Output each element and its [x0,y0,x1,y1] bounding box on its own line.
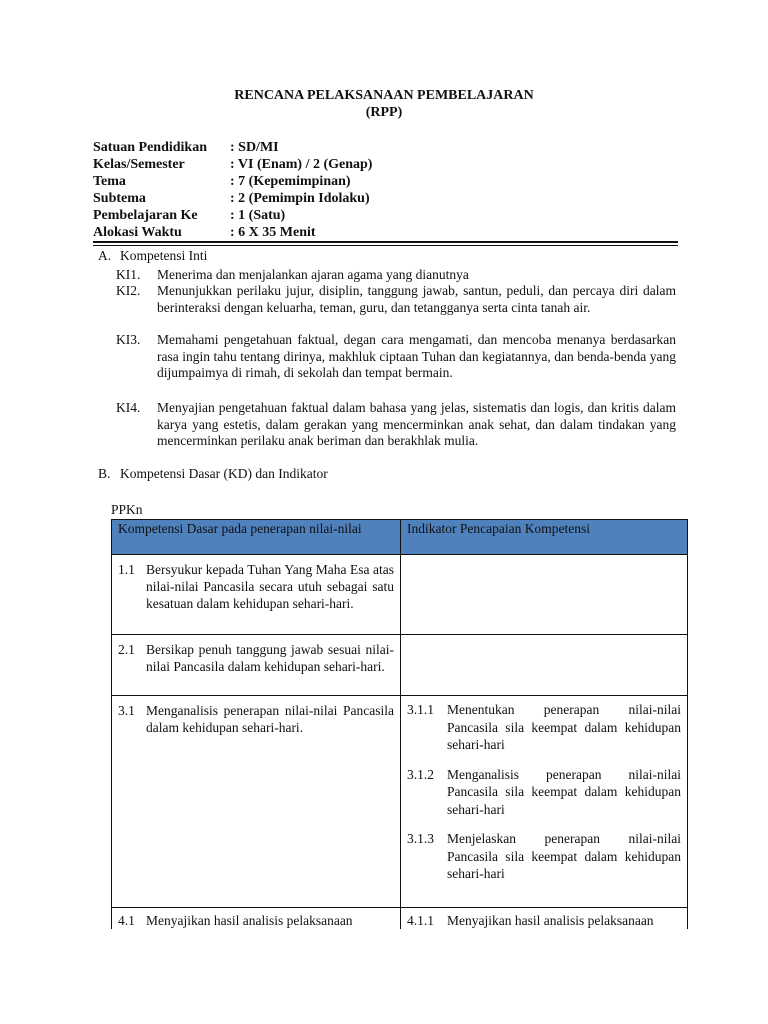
ki-text: Menerima dan menjalankan ajaran agama yang dianutnya [157,267,469,282]
kd-cell [112,555,401,635]
section-heading-a [98,248,207,264]
ki-code: KI2. [116,283,141,298]
ki-text: Memahami pengetahuan faktual, degan cara mengamati, dan mencoba menanya berdasarkan rasa ingin tahu tentang dirinya, makhluk ciptaan Tuhan dan kegiatannya, dan benda-benda yang dijumpaimya di rimah, di sekolah dan tempat bermain. [157,332,676,380]
table-header-indicator: Indikator Pencapaian Kompetensi [401,520,688,555]
meta-value: : 6 X 35 Menit [230,225,316,240]
table-row [112,555,688,635]
indicator-cell [401,696,688,908]
indicator-item [407,766,681,819]
indicator-item [407,912,681,929]
kd-item [118,641,394,675]
ki-code: KI1. [116,267,141,282]
meta-label: Satuan Pendidikan [93,140,207,155]
table-header-kd: Kompetensi Dasar pada penerapan nilai-nilai [112,520,401,555]
kd-text: Bersyukur kepada Tuhan Yang Maha Esa atas nilai-nilai Pancasila secara utuh sebagai satu kesatuan dalam kehidupan sehari-hari. [146,562,394,611]
meta-row [93,224,678,241]
kd-indicator-table-wrapper [111,519,688,929]
indicator-number: 4.1.1 [407,913,434,928]
section-title: Kompetensi Inti [120,248,208,263]
section-heading-b [98,466,328,482]
meta-label: Alokasi Waktu [93,225,182,240]
kd-indicator-table [111,519,688,929]
kd-cell [112,908,401,930]
meta-label: Kelas/Semester [93,157,185,172]
section-number: B. [98,466,111,481]
indicator-text: Menentukan penerapan nilai-nilai Pancasila sila keempat dalam kehidupan sehari-hari [447,702,681,752]
header-divider-thick [93,241,678,243]
indicator-item [407,701,681,754]
kd-number: 4.1 [118,913,135,928]
ki-text: Menunjukkan perilaku jujur, disiplin, tanggung jawab, santun, peduli, dan percaya diri dalam berinteraksi dengan keluarha, teman, guru, dan tetangganya serta cinta tanah air. [157,283,676,315]
kd-number: 2.1 [118,642,135,657]
identity-block [93,139,678,241]
document-title: RENCANA PELAKSANAAN PEMBELAJARAN [234,88,534,103]
meta-label: Tema [93,174,126,189]
indicator-item [407,830,681,883]
meta-value: : 7 (Kepemimpinan) [230,174,351,189]
indicator-number: 3.1.3 [407,831,434,846]
meta-value: : 1 (Satu) [230,208,286,223]
section-title: Kompetensi Dasar (KD) dan Indikator [120,466,328,481]
kd-text: Menganalisis penerapan nilai-nilai Pancasila dalam kehidupan sehari-hari. [146,703,394,735]
meta-row [93,156,678,173]
meta-row [93,207,678,224]
meta-row [93,190,678,207]
document-subtitle: (RPP) [365,105,403,120]
meta-label: Pembelajaran Ke [93,208,198,223]
table-row [112,635,688,696]
kd-item [118,912,394,929]
indicator-number: 3.1.1 [407,702,434,717]
kd-cell [112,696,401,908]
indicator-cell [401,908,688,930]
indicator-text: Menjelaskan penerapan nilai-nilai Pancasila sila keempat dalam kehidupan sehari-hari [447,831,681,881]
indicator-text: Menganalisis penerapan nilai-nilai Pancasila sila keempat dalam kehidupan sehari-hari [447,766,681,817]
meta-value: : VI (Enam) / 2 (Genap) [230,157,373,172]
kd-cell [112,635,401,696]
meta-label: Subtema [93,191,146,206]
header-divider-thin [93,245,678,246]
section-number: A. [98,248,112,263]
kd-text: Menyajikan hasil analisis pelaksanaan [146,913,353,928]
table-row [112,908,688,930]
indicator-cell [401,635,688,696]
kd-number: 3.1 [118,703,135,718]
meta-value: : SD/MI [230,140,279,155]
ki-text: Menyajian pengetahuan faktual dalam bahasa yang jelas, sistematis dan logis, dan kritis dalam karya yang estetis, dalam gerakan yang mencerminkan anak sehat, dan dalam tindakan yang mencerminkan perilaku anak beriman dan berakhlak mulia. [157,400,676,448]
table-header-row [112,520,688,555]
ki-code: KI3. [116,332,141,347]
subject-label: PPKn [111,502,143,517]
meta-value: : 2 (Pemimpin Idolaku) [230,191,370,206]
table-row [112,696,688,908]
indicator-number: 3.1.2 [407,766,434,782]
meta-row [93,173,678,190]
ki-code: KI4. [116,400,141,415]
meta-row [93,139,678,156]
kd-text: Bersikap penuh tanggung jawab sesuai nilai-nilai Pancasila dalam kehidupan sehari-hari. [146,642,394,674]
indicator-text: Menyajikan hasil analisis pelaksanaan [447,913,654,928]
kd-item [118,561,394,612]
kd-item [118,702,394,736]
indicator-cell [401,555,688,635]
kd-number: 1.1 [118,562,135,577]
